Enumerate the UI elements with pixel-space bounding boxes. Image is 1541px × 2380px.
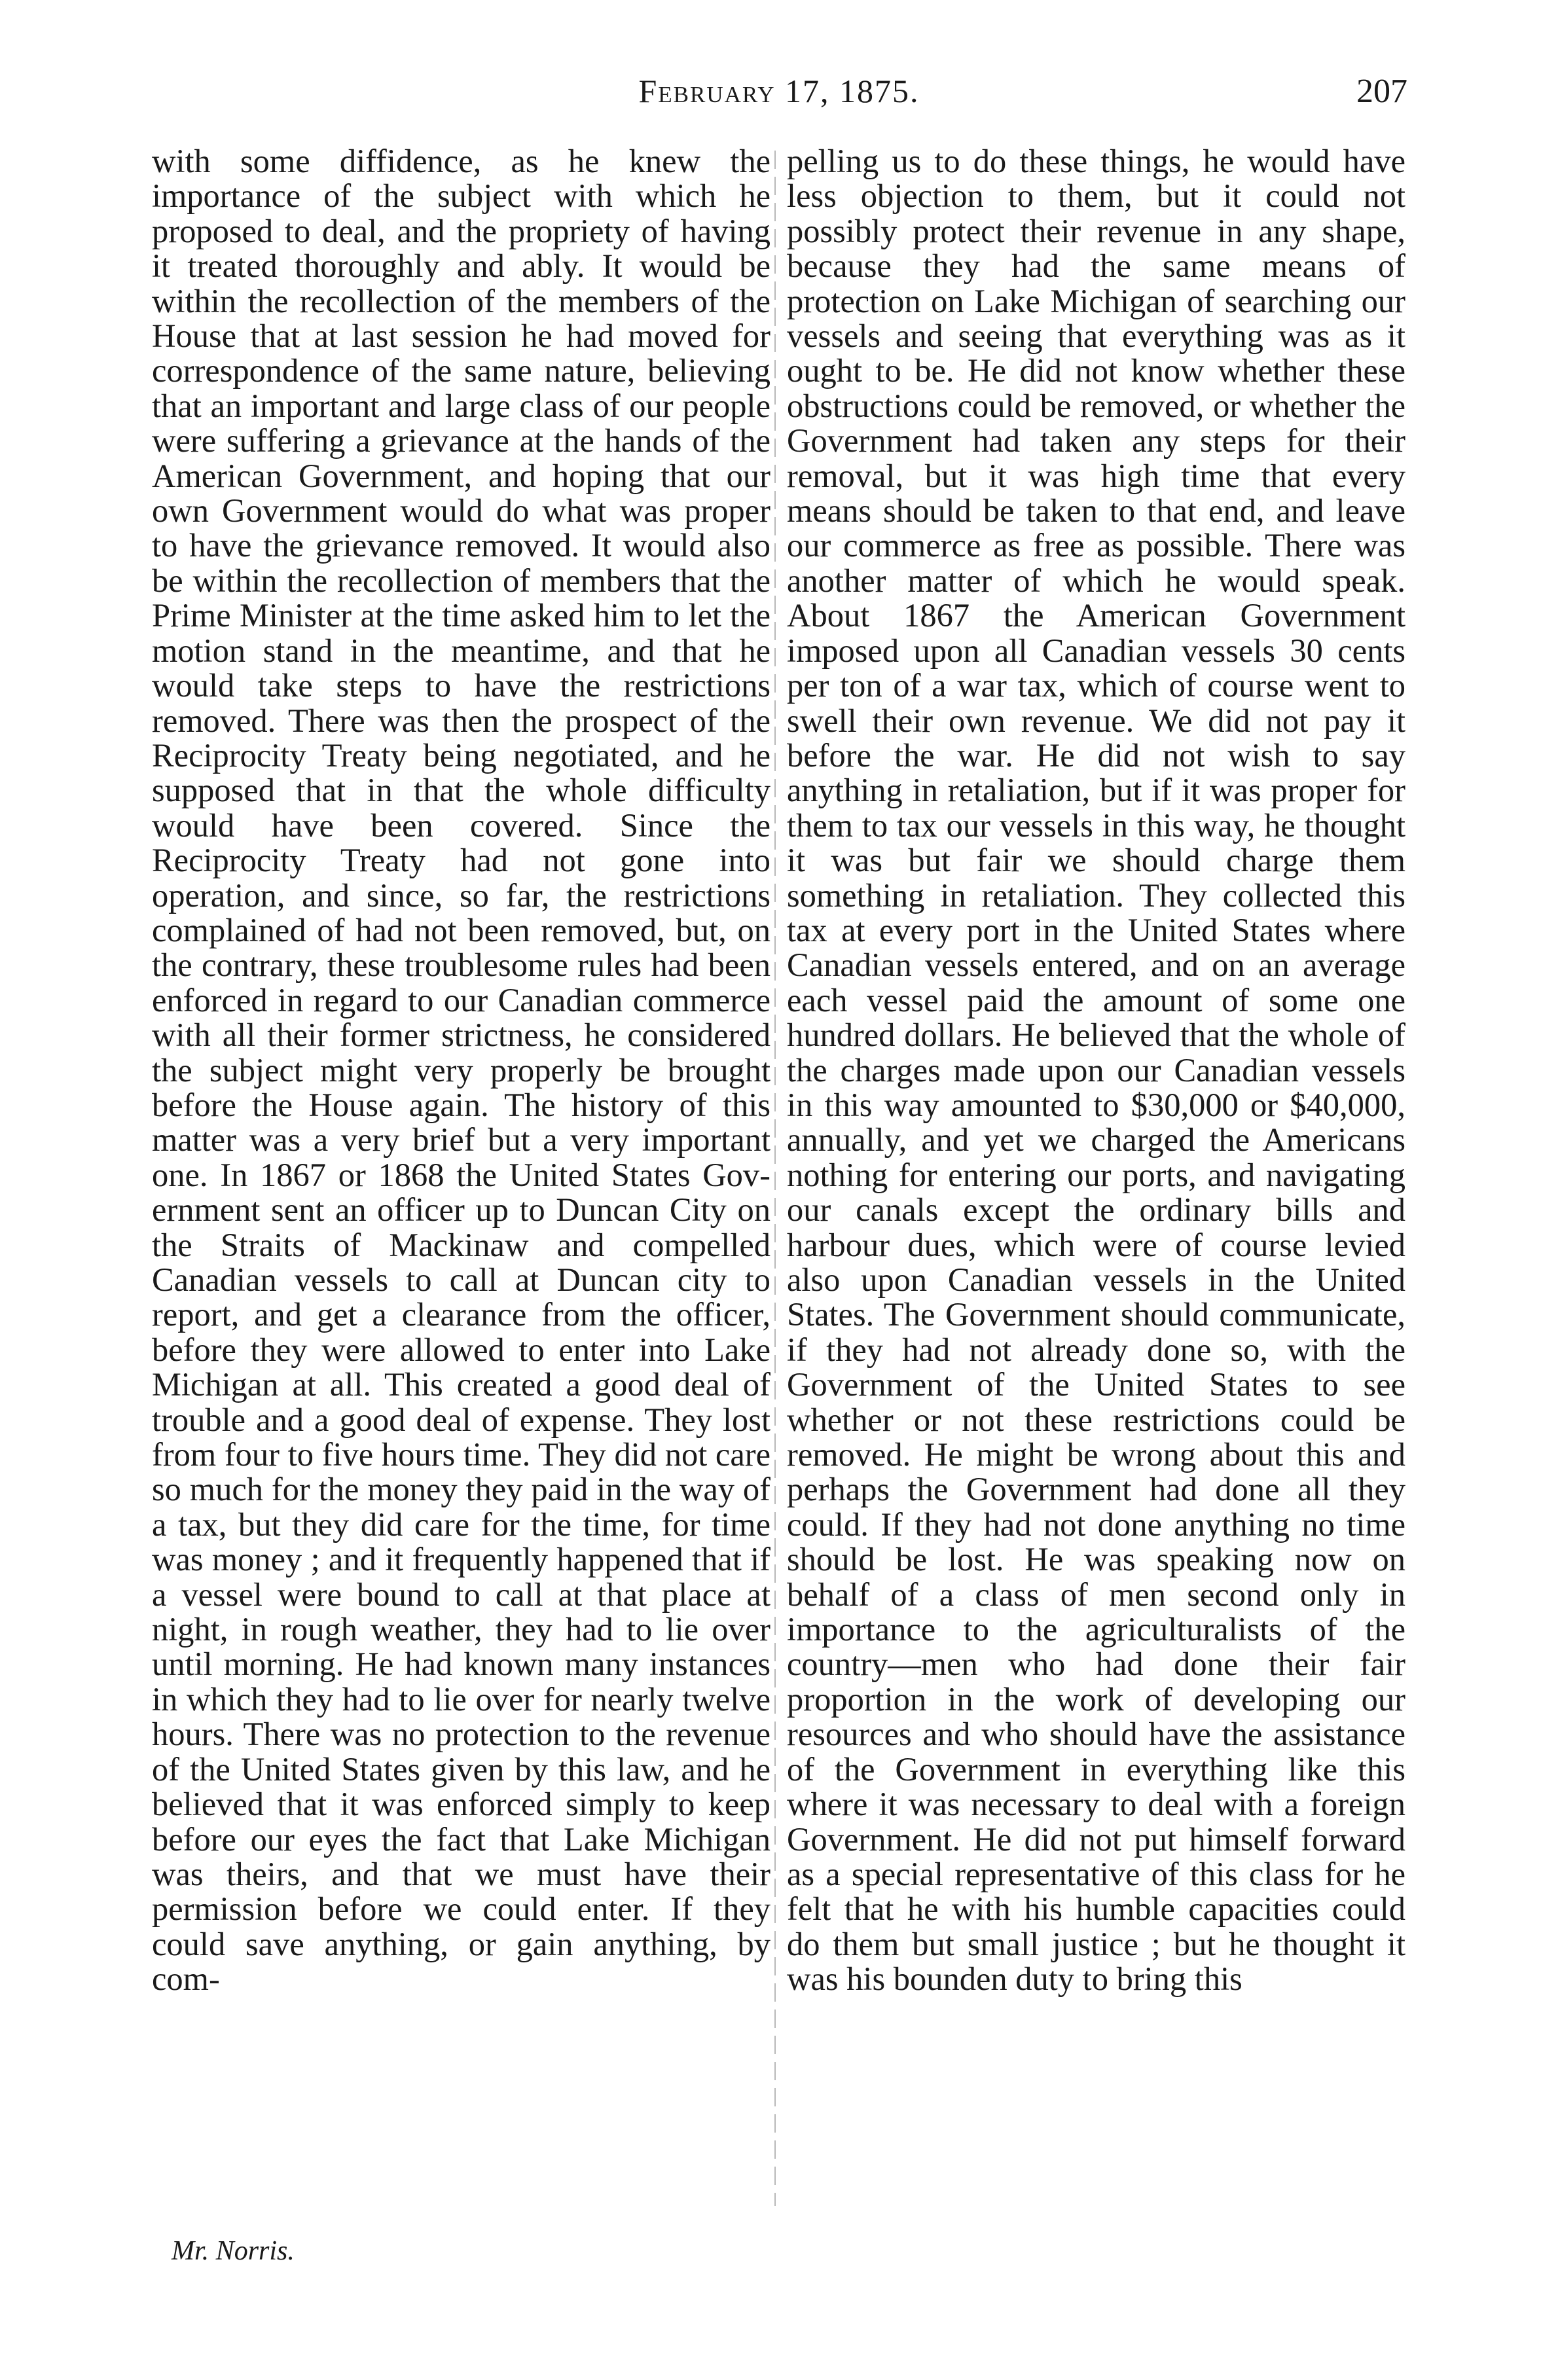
- left-column-text: with some diffidence, as he knew the importance of the subject with which he proposed to deal, and the propriety of having it treated thoroughly and ably. It would be within the recollection of the members of the House that at last session he had moved for correspondence of the same nature, believing that an important and large class of our people were suffering a grievance at the hands of the American Government, and hoping that our own Government would do what was proper to have the grievance removed. It would also be within the recollection of members that the Prime Minister at the time asked him to let the motion stand in the meantime, and that he would take steps to have the restrictions removed. There was then the prospect of the Reciprocity Treaty being negotiated, and he supposed that in that the whole difficulty would have been covered. Since the Reciprocity Treaty had not gone into operation, and since, so far, the restrictions complained of had not been removed, but, on the contrary, these troublesome rules had been enforced in regard to our Canadian commerce with all their former strictness, he considered the subject might very properly be brought before the House again. The history of this matter was a very brief but a very important one. In 1867 or 1868 the United States Government sent an officer up to Duncan City on the Straits of Mackinaw and compelled Canadian vessels to call at Duncan city to report, and get a clearance from the officer, before they were allowed to enter into Lake Michigan at all. This created a good deal of trouble and a good deal of expense. They lost from four to five hours time. They did not care so much for the money they paid in the way of a tax, but they did care for the time, for time was money ; and it frequently happened that if a vessel were bound to call at that place at night, in rough weather, they had to lie over until morning. He had known many instances in which they had to lie over for nearly twelve hours. There was no protection to the revenue of the United States given by this law, and he believed that it was enforced simply to keep before our eyes the fact that Lake Michigan was theirs, and that we must have their permission before we could enter. If they could save anything, or gain anything, by com-: [152, 144, 770, 1998]
- right-column: [787, 144, 1405, 2206]
- page-date: February 17, 1875.: [638, 73, 920, 109]
- column-divider: [774, 151, 776, 2206]
- running-head: [151, 72, 1407, 124]
- left-column: [152, 144, 770, 2206]
- speaker-footer: Mr. Norris.: [172, 2236, 295, 2266]
- right-column-text: pelling us to do these things, he would have less objection to them, but it could not possibly protect their revenue in any shape, because they had the same means of protection on Lake Michigan of searching our vessels and seeing that everything was as it ought to be. He did not know whether these obstructions could be removed, or whether the Government had taken any steps for their removal, but it was high time that every means should be taken to that end, and leave our commerce as free as possible. There was another matter of which he would speak. About 1867 the American Government imposed upon all Canadian vessels 30 cents per ton of a war tax, which of course went to swell their own revenue. We did not pay it before the war. He did not wish to say anything in retaliation, but if it was proper for them to tax our vessels in this way, he thought it was but fair we should charge them something in retaliation. They collected this tax at every port in the United States where Canadian vessels entered, and on an average each vessel paid the amount of some one hundred dollars. He believed that the whole of the charges made upon our Canadian vessels in this way amounted to $30,000 or $40,000, annually, and yet we charged the Americans nothing for entering our ports, and navigating our canals except the ordinary bills and harbour dues, which were of course levied also upon Canadian vessels in the United States. The Government should communicate, if they had not already done so, with the Government of the United States to see whether or not these restrictions could be removed. He might be wrong about this and perhaps the Government had done all they could. If they had not done anything no time should be lost. He was speaking now on behalf of a class of men second only in importance to the agriculturalists of the country—men who had done their fair proportion in the work of developing our resources and who should have the assistance of the Government in everything like this where it was necessary to deal with a foreign Government. He did not put himself forward as a special representative of this class for he felt that he with his humble capacities could do them but small justice ; but he thought it was his bounden duty to bring this: [787, 144, 1405, 1998]
- page-number: 207: [1356, 73, 1407, 110]
